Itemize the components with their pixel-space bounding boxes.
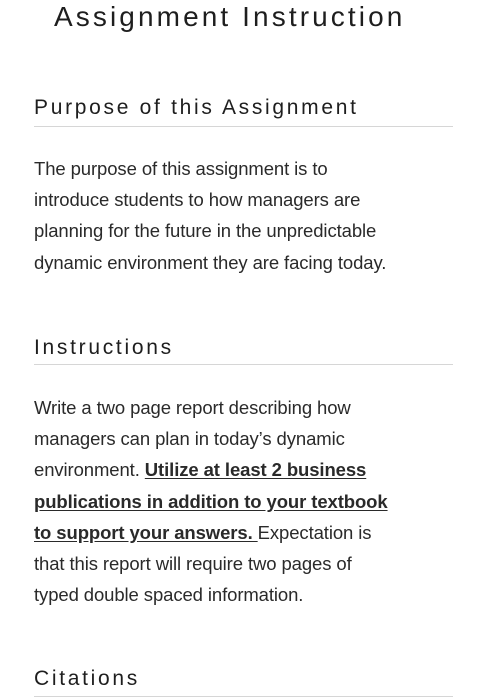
instructions-line [34, 454, 464, 485]
purpose-line: dynamic environment they are facing today. [34, 251, 387, 273]
citations-heading: Citations [34, 667, 141, 690]
page-title: Assignment Instruction [54, 1, 406, 32]
instructions-line: Write a two page report describing how [34, 397, 351, 418]
instructions-line: managers can plan in today’s dynamic [34, 428, 345, 450]
instructions-line [34, 486, 464, 517]
purpose-line: The purpose of this assignment is to [34, 158, 328, 179]
instructions-line [34, 517, 464, 548]
purpose-line: introduce students to how managers are [34, 189, 361, 211]
instructions-line: that this report will require two pages of [34, 553, 352, 575]
instructions-divider [34, 364, 453, 365]
citations-divider [34, 696, 453, 697]
instructions-heading: Instructions [34, 336, 174, 359]
instructions-emphasis-text: publications in addition to your textbook [34, 490, 388, 512]
instructions-emphasis-text: Utilize at least 2 business [144, 459, 367, 481]
purpose-line: planning for the future in the unpredictable [34, 220, 377, 242]
instructions-paragraph [34, 392, 464, 610]
instructions-emphasis-text: to support your answers. [34, 521, 258, 543]
instructions-line: typed double spaced information. [34, 584, 304, 606]
purpose-paragraph [34, 153, 464, 278]
purpose-heading: Purpose of this Assignment [34, 96, 359, 119]
purpose-divider [34, 126, 453, 127]
instructions-plain-text: Expectation is [257, 521, 372, 543]
instructions-plain-text: environment. [34, 459, 145, 481]
